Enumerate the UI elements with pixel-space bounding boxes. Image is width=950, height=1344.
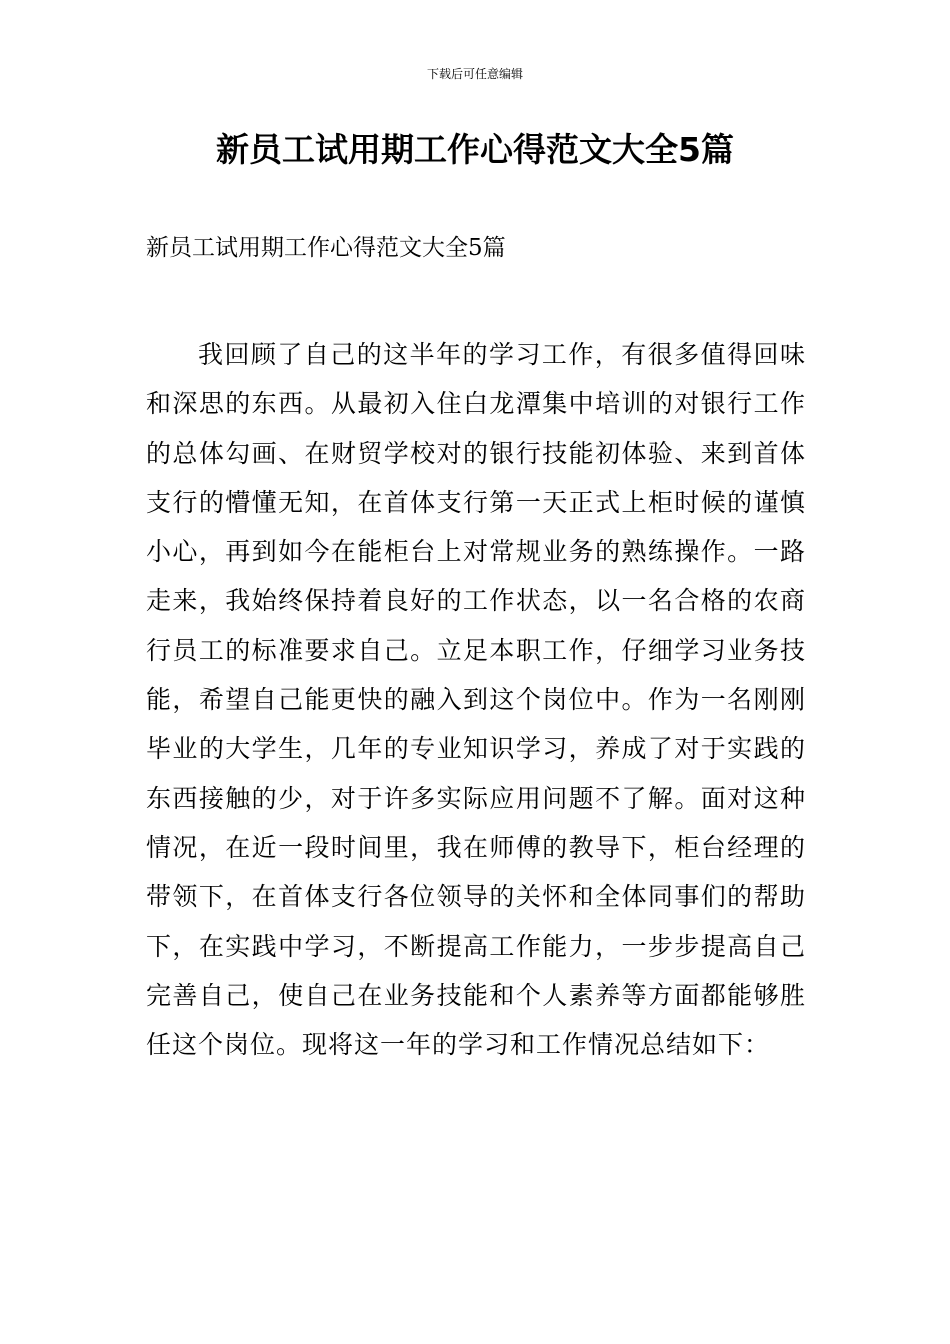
body-paragraph: 我回顾了自己的这半年的学习工作，有很多值得回味和深思的东西。从最初入住白龙潭集中培训的对银行工作的总体勾画、在财贸学校对的银行技能初体验、来到首体支行的懵懂无知，在首体支行第一天正式上柜时候的谨慎小心，再到如今在能柜台上对常规业务的熟练操作。一路走来，我始终保持着良好的工作状态，以一名合格的农商行员工的标准要求自己。立足本职工作，仔细学习业务技能，希望自己能更快的融入到这个岗位中。作为一名刚刚毕业的大学生，几年的专业知识学习，养成了对于实践的东西接触的少，对于许多实际应用问题不了解。面对这种情况，在近一段时间里，我在师傅的教导下，柜台经理的带领下，在首体支行各位领导的关怀和全体同事们的帮助下，在实践中学习，不断提高工作能力，一步步提高自己完善自己，使自己在业务技能和个人素养等方面都能够胜任这个岗位。现将这一年的学习和工作情况总结如下： xyxy=(146,340,806,1060)
document-title: 新员工试用期工作心得范文大全5篇 xyxy=(216,130,734,169)
header-note: 下载后可任意编辑 xyxy=(426,67,523,81)
document-subtitle: 新员工试用期工作心得范文大全5篇 xyxy=(146,235,506,261)
